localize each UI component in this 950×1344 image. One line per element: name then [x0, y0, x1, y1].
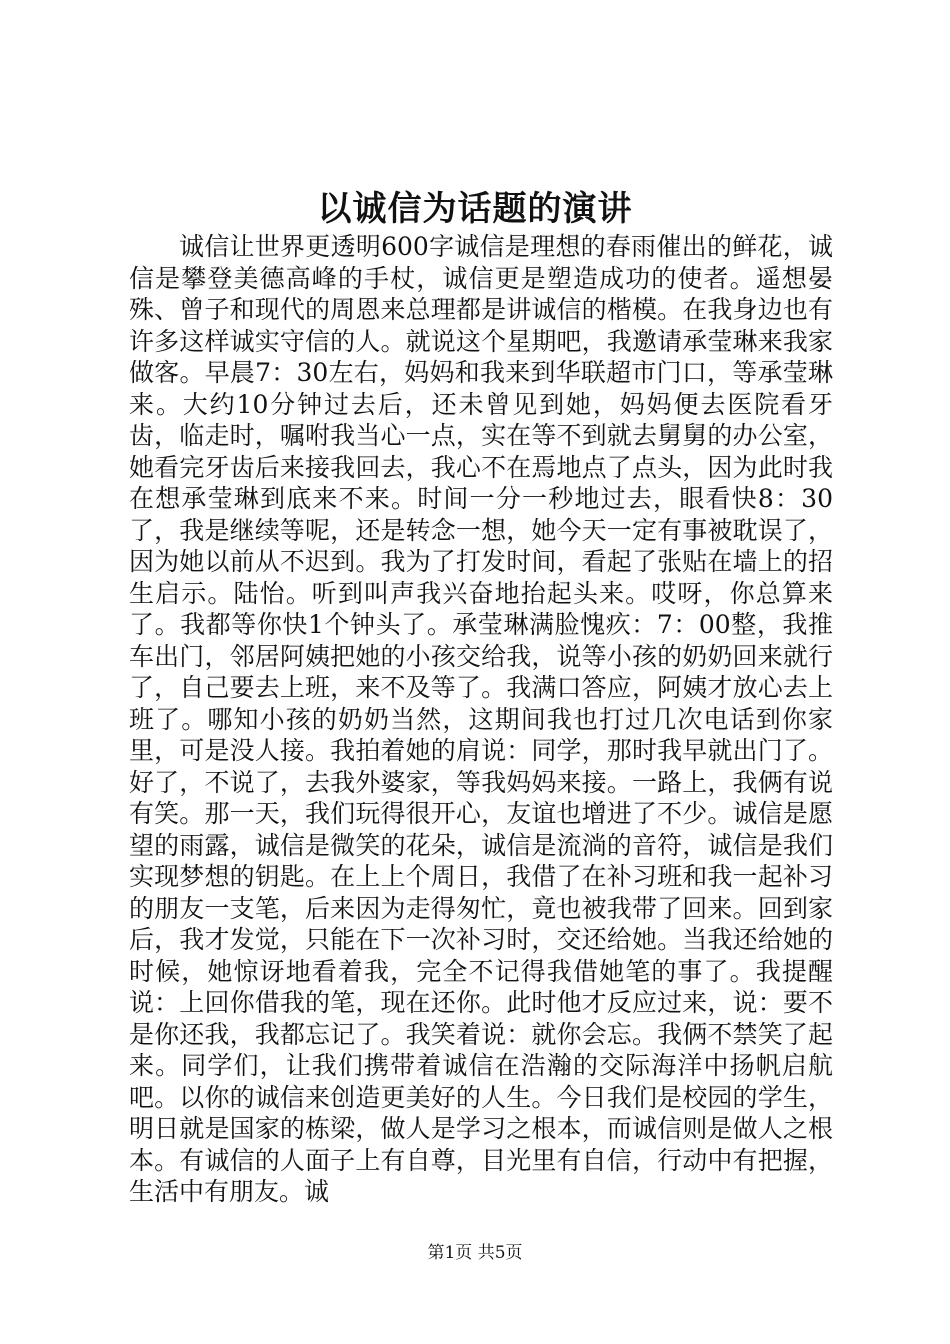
page-footer: 第1页 共5页 — [427, 1243, 523, 1263]
body-paragraph: 诚信让世界更透明600字诚信是理想的春雨催出的鲜花，诚信是攀登美德高峰的手杖，诚信更是塑造成功的使者。遥想晏殊、曾子和现代的周恩来总理都是讲诚信的楷模。在我身边也有许多这样诚实守信的人。就说这个星期吧，我邀请承莹琳来我家做客。早晨7：30左右，妈妈和我来到华联超市门口，等承莹琳来。大约10分钟过去后，还未曾见到她，妈妈便去医院看牙齿，临走时，嘱咐我当心一点，实在等不到就去舅舅的办公室，她看完牙齿后来接我回去，我心不在焉地点了点头，因为此时我在想承莹琳到底来不来。时间一分一秒地过去，眼看快8：30了，我是继续等呢，还是转念一想，她今天一定有事被耽误了，因为她以前从不迟到。我为了打发时间，看起了张贴在墙上的招生启示。陆怡。听到叫声我兴奋地抬起头来。哎呀，你总算来了。我都等你快1个钟头了。承莹琳满脸愧疚：7：00整，我推车出门，邻居阿姨把她的小孩交给我，说等小孩的奶奶回来就行了，自己要去上班，来不及等了。我满口答应，阿姨才放心去上班了。哪知小孩的奶奶当然，这期间我也打过几次电话到你家里，可是没人接。我拍着她的肩说：同学，那时我早就出门了。好了，不说了，去我外婆家，等我妈妈来接。一路上，我俩有说有笑。那一天，我们玩得很开心，友谊也增进了不少。诚信是愿望的雨露，诚信是微笑的花朵，诚信是流淌的音符，诚信是我们实现梦想的钥匙。在上上个周日，我借了在补习班和我一起补习的朋友一支笔，后来因为走得匆忙，竟也被我带了回来。回到家后，我才发觉，只能在下一次补习时，交还给她。当我还给她的时候，她惊讶地看着我，完全不记得我借她笔的事了。我提醒说：上回你借我的笔，现在还你。此时他才反应过来，说：要不是你还我，我都忘记了。我笑着说：就你会忘。我俩不禁笑了起来。同学们，让我们携带着诚信在浩瀚的交际海洋中扬帆启航吧。以你的诚信来创造更美好的人生。今日我们是校园的学生，明日就是国家的栋梁，做人是学习之根本，而诚信则是做人之根本。有诚信的人面子上有自尊，目光里有自信，行动中有把握，生活中有朋友。诚 — [129, 232, 833, 1206]
document-title: 以诚信为话题的演讲 — [317, 189, 633, 229]
